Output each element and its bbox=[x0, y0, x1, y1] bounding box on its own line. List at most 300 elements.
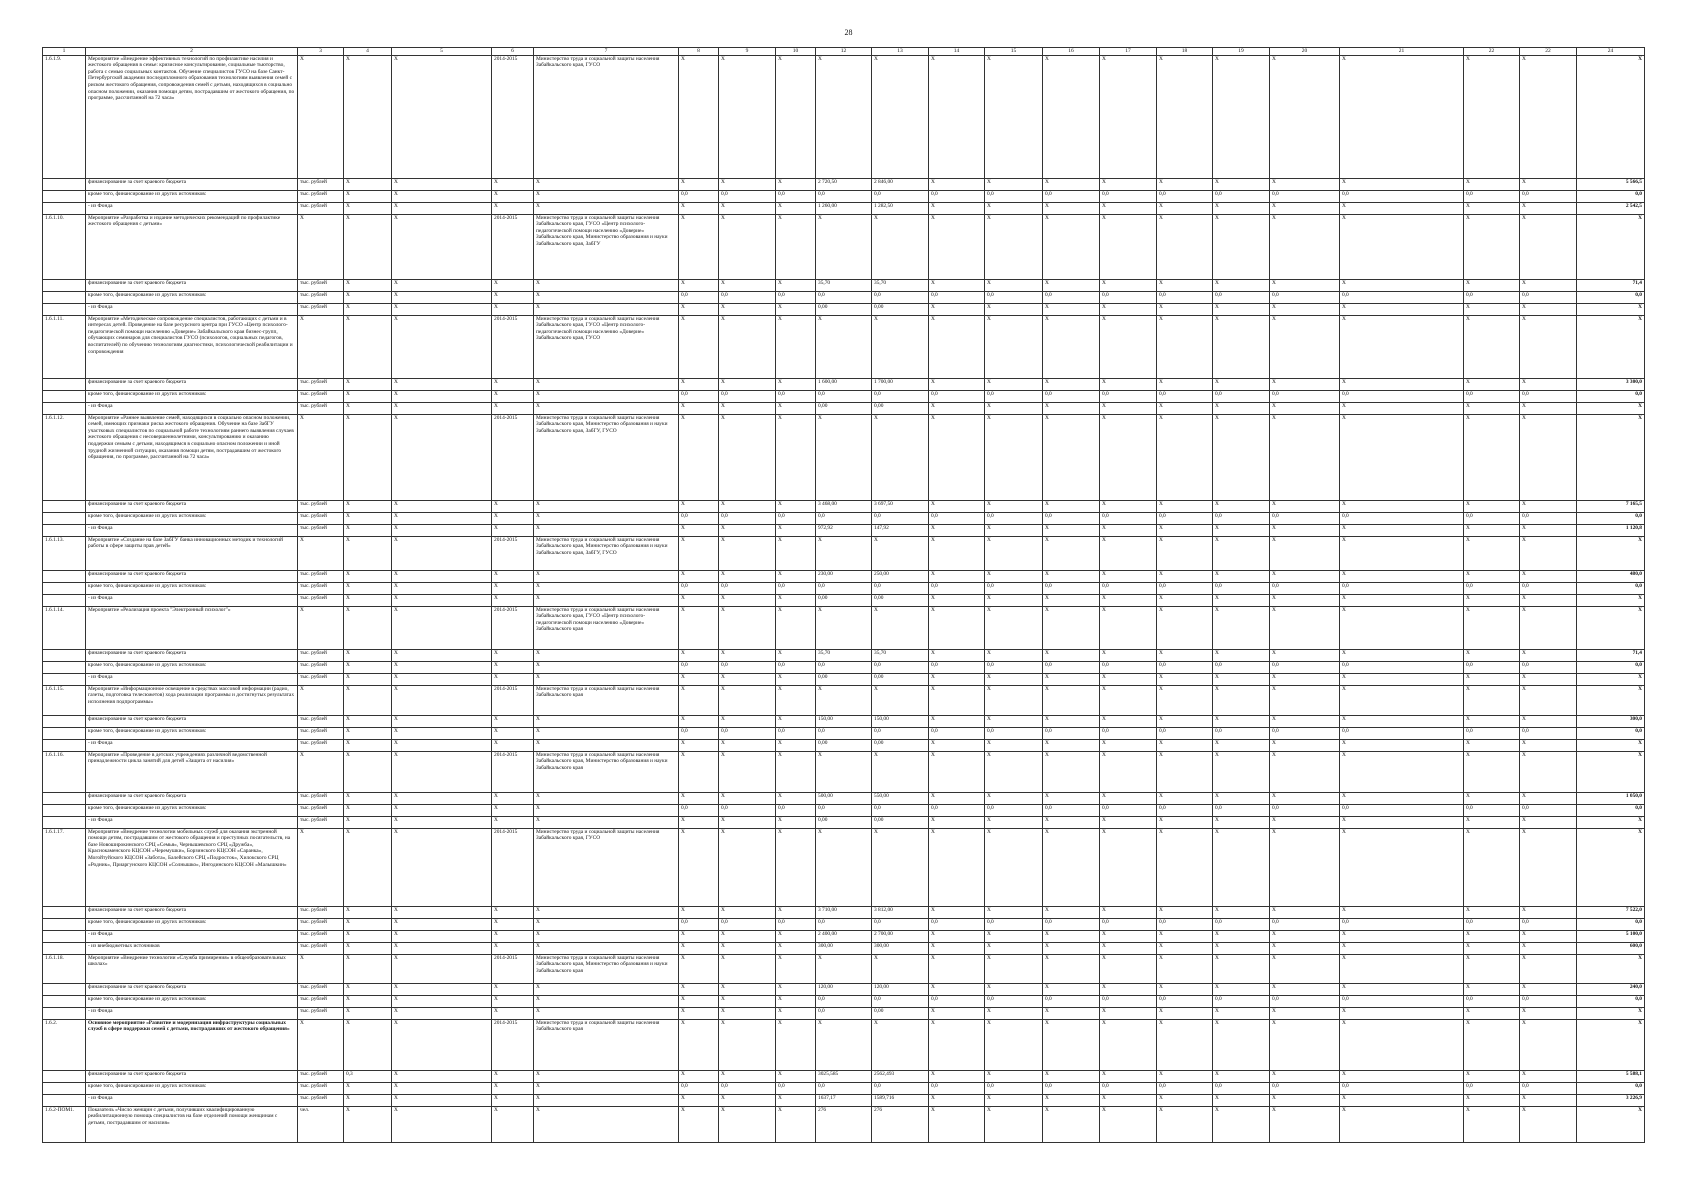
executor-cell: X bbox=[534, 906, 679, 918]
table-cell: 0,0 bbox=[1340, 918, 1464, 930]
table-cell: X bbox=[1464, 55, 1520, 178]
table-cell: X bbox=[776, 594, 816, 606]
unit-cell: тыс. рублей bbox=[298, 661, 344, 673]
table-cell: 0,0 bbox=[1043, 804, 1100, 816]
table-cell: X bbox=[1464, 279, 1520, 291]
table-cell: 0,0 bbox=[1520, 291, 1577, 303]
table-cell: X bbox=[1100, 214, 1157, 279]
period-cell: X bbox=[492, 291, 534, 303]
table-cell: X bbox=[344, 202, 392, 214]
table-cell: 0,0 bbox=[1043, 390, 1100, 402]
table-cell: X bbox=[1100, 1094, 1157, 1106]
total-cell: 3 226,9 bbox=[1577, 1094, 1645, 1106]
table-cell: X bbox=[679, 55, 719, 178]
table-cell: 0,0 bbox=[776, 582, 816, 594]
table-cell: X bbox=[985, 202, 1043, 214]
table-cell: X bbox=[1340, 55, 1464, 178]
table-cell: X bbox=[679, 673, 719, 685]
total-cell: 0,0 bbox=[1577, 291, 1645, 303]
table-cell: X bbox=[985, 594, 1043, 606]
table-cell: X bbox=[1520, 402, 1577, 414]
table-cell: X bbox=[1213, 954, 1270, 983]
table-cell: X bbox=[1340, 649, 1464, 661]
table-cell: X bbox=[1213, 402, 1270, 414]
table-cell: X bbox=[679, 751, 719, 792]
executor-cell: Министерство труда и социальной защиты населения Забайкальского края, ГУСО bbox=[534, 828, 679, 906]
financing-source: - из Фонда bbox=[86, 303, 298, 315]
table-cell: X bbox=[1270, 673, 1340, 685]
table-cell: X bbox=[985, 685, 1043, 715]
table-cell: X bbox=[1340, 906, 1464, 918]
item-number bbox=[43, 1082, 86, 1094]
table-cell: X bbox=[1157, 673, 1213, 685]
table-cell: X bbox=[392, 649, 492, 661]
table-cell: 35,70 bbox=[872, 279, 929, 291]
table-cell: X bbox=[1100, 202, 1157, 214]
table-cell: 0,0 bbox=[1213, 390, 1270, 402]
financing-source: финансирование за счет краевого бюджета bbox=[86, 570, 298, 582]
period-cell: X bbox=[492, 1106, 534, 1142]
table-cell: 0,0 bbox=[1100, 512, 1157, 524]
unit-cell: тыс. рублей bbox=[298, 303, 344, 315]
measure-row bbox=[43, 828, 1645, 906]
table-cell: 0,0 bbox=[1157, 390, 1213, 402]
table-cell: X bbox=[344, 930, 392, 942]
table-cell: 0,0 bbox=[719, 190, 776, 202]
table-cell: X bbox=[1520, 214, 1577, 279]
table-cell: 300,00 bbox=[816, 942, 872, 954]
table-cell: X bbox=[1340, 1070, 1464, 1082]
item-number bbox=[43, 673, 86, 685]
item-number bbox=[43, 661, 86, 673]
table-cell: X bbox=[392, 1019, 492, 1070]
table-cell: 0,0 bbox=[872, 390, 929, 402]
table-cell: 0,0 bbox=[1464, 512, 1520, 524]
table-cell: 0,0 bbox=[985, 291, 1043, 303]
table-cell: X bbox=[985, 649, 1043, 661]
table-cell: X bbox=[929, 55, 985, 178]
measure-row bbox=[43, 954, 1645, 983]
table-cell: 0,0 bbox=[1157, 582, 1213, 594]
measure-name: Мероприятие «Информационное освещение в средствах массовой информации (радио, газеты, подготовка телесюжетов) хода реализации программы и достигнутых результатах исполнения подпрограммы» bbox=[86, 685, 298, 715]
executor-cell: X bbox=[534, 378, 679, 390]
table-cell: X bbox=[1100, 685, 1157, 715]
table-cell: X bbox=[1043, 303, 1100, 315]
table-cell: X bbox=[776, 1007, 816, 1019]
table-cell: 0,0 bbox=[1464, 995, 1520, 1007]
table-cell: X bbox=[679, 303, 719, 315]
table-cell: X bbox=[1100, 715, 1157, 727]
table-cell: X bbox=[1520, 715, 1577, 727]
table-cell: 0,0 bbox=[872, 918, 929, 930]
table-cell: X bbox=[344, 661, 392, 673]
table-cell: X bbox=[1270, 414, 1340, 500]
table-cell: X bbox=[985, 906, 1043, 918]
table-cell: X bbox=[929, 906, 985, 918]
table-cell: 0,0 bbox=[1100, 661, 1157, 673]
table-cell: X bbox=[1340, 414, 1464, 500]
unit-cell: X bbox=[298, 685, 344, 715]
page-number: 28 bbox=[844, 28, 853, 37]
executor-cell: X bbox=[534, 512, 679, 524]
table-cell: X bbox=[344, 390, 392, 402]
unit-cell: X bbox=[298, 315, 344, 378]
unit-cell: тыс. рублей bbox=[298, 390, 344, 402]
table-cell: X bbox=[719, 715, 776, 727]
table-cell: X bbox=[1213, 715, 1270, 727]
table-cell: 0,0 bbox=[1100, 291, 1157, 303]
table-cell: X bbox=[679, 1070, 719, 1082]
table-cell: X bbox=[392, 1070, 492, 1082]
table-cell: X bbox=[392, 804, 492, 816]
financing-row bbox=[43, 673, 1645, 685]
total-cell: X bbox=[1577, 414, 1645, 500]
table-cell: X bbox=[392, 1106, 492, 1142]
table-cell: X bbox=[1043, 1007, 1100, 1019]
item-number: 1.6.1.10. bbox=[43, 214, 86, 279]
table-cell: X bbox=[1464, 315, 1520, 378]
table-cell: X bbox=[1043, 214, 1100, 279]
table-cell: X bbox=[392, 918, 492, 930]
executor-cell: X bbox=[534, 727, 679, 739]
measure-name: Мероприятие «Внедрение эффективных технологий по профилактике насилия и жестокого обращения в семье: кризисное консультирование, социальные тьюторство, работа с семью социальных контактов. Обучение специалистов ГУСО на базе Санкт-Петербургской академии последипломного образования технологиям выявления семей с риском жестокого обращения, сопровождения семей с детьми, находящихся в социально опасном положении, оказания помощи детям, пострадавшим от жестокого обращения, по программе, рассчитанной на 72 часа» bbox=[86, 55, 298, 178]
column-number: 10 bbox=[776, 48, 816, 56]
financing-row bbox=[43, 570, 1645, 582]
table-cell: X bbox=[1270, 930, 1340, 942]
table-cell: X bbox=[1100, 792, 1157, 804]
table-cell: 0,0 bbox=[679, 190, 719, 202]
table-cell: X bbox=[1270, 649, 1340, 661]
table-cell: 0,0 bbox=[1340, 661, 1464, 673]
table-cell: X bbox=[776, 524, 816, 536]
table-cell: X bbox=[1340, 828, 1464, 906]
unit-cell: тыс. рублей bbox=[298, 649, 344, 661]
unit-cell: тыс. рублей bbox=[298, 1094, 344, 1106]
table-cell: 0,0 bbox=[679, 1082, 719, 1094]
item-number: 1.6.1.11. bbox=[43, 315, 86, 378]
table-cell: X bbox=[1340, 1007, 1464, 1019]
table-cell: 276 bbox=[816, 1106, 872, 1142]
column-number: 12 bbox=[816, 48, 872, 56]
item-number bbox=[43, 524, 86, 536]
table-cell: 0,0 bbox=[872, 1082, 929, 1094]
table-cell: X bbox=[1157, 500, 1213, 512]
column-number: 21 bbox=[1340, 48, 1464, 56]
table-cell: X bbox=[1270, 1007, 1340, 1019]
item-number bbox=[43, 390, 86, 402]
table-cell: X bbox=[1270, 214, 1340, 279]
table-cell: 0,0 bbox=[929, 727, 985, 739]
financing-row bbox=[43, 402, 1645, 414]
table-cell: X bbox=[344, 291, 392, 303]
total-cell: 5 566,5 bbox=[1577, 178, 1645, 190]
table-cell: 0,0 bbox=[816, 512, 872, 524]
table-cell: X bbox=[1157, 594, 1213, 606]
table-cell: X bbox=[1100, 594, 1157, 606]
table-cell: 35,70 bbox=[872, 649, 929, 661]
table-cell: X bbox=[776, 685, 816, 715]
table-cell: X bbox=[1100, 954, 1157, 983]
executor-cell: Министерство труда и социальной защиты населения Забайкальского края, ГУСО «Центр психолого-педагогической помощи населению «Доверие» Забайкальского края bbox=[534, 606, 679, 649]
table-cell: X bbox=[392, 190, 492, 202]
table-cell: 0,0 bbox=[1213, 661, 1270, 673]
item-number bbox=[43, 792, 86, 804]
table-cell: X bbox=[1520, 594, 1577, 606]
table-cell: 0,0 bbox=[1213, 582, 1270, 594]
table-cell: X bbox=[1270, 942, 1340, 954]
table-cell: X bbox=[776, 673, 816, 685]
table-cell: 0,0 bbox=[1043, 1082, 1100, 1094]
table-cell: X bbox=[392, 816, 492, 828]
table-cell: X bbox=[1213, 1106, 1270, 1142]
table-cell: 0,0 bbox=[816, 1007, 872, 1019]
table-cell: X bbox=[1464, 178, 1520, 190]
table-cell: 0,0 bbox=[776, 512, 816, 524]
executor-cell: X bbox=[534, 500, 679, 512]
table-cell: X bbox=[776, 906, 816, 918]
table-cell: 0,0 bbox=[1464, 804, 1520, 816]
total-cell: 240,0 bbox=[1577, 983, 1645, 995]
table-cell: X bbox=[1340, 402, 1464, 414]
table-cell: X bbox=[392, 512, 492, 524]
period-cell: X bbox=[492, 1094, 534, 1106]
period-cell: X bbox=[492, 390, 534, 402]
executor-cell: Министерство труда и социальной защиты населения Забайкальского края, Министерство образования и науки Забайкальского края bbox=[534, 751, 679, 792]
table-cell: X bbox=[1100, 414, 1157, 500]
table-cell: X bbox=[929, 739, 985, 751]
financing-row bbox=[43, 291, 1645, 303]
executor-cell: X bbox=[534, 524, 679, 536]
table-cell: X bbox=[392, 390, 492, 402]
item-number: 1.6.2. bbox=[43, 1019, 86, 1070]
table-cell: X bbox=[985, 1070, 1043, 1082]
table-cell: X bbox=[985, 402, 1043, 414]
table-cell: 0,00 bbox=[816, 816, 872, 828]
table-cell: X bbox=[1270, 715, 1340, 727]
executor-cell: X bbox=[534, 983, 679, 995]
period-cell: X bbox=[492, 279, 534, 291]
table-cell: X bbox=[344, 828, 392, 906]
total-cell: 1 120,8 bbox=[1577, 524, 1645, 536]
item-number bbox=[43, 178, 86, 190]
table-cell: X bbox=[1100, 930, 1157, 942]
table-cell: X bbox=[1157, 315, 1213, 378]
total-cell: 0,0 bbox=[1577, 190, 1645, 202]
unit-cell: тыс. рублей bbox=[298, 500, 344, 512]
executor-cell: X bbox=[534, 570, 679, 582]
unit-cell: тыс. рублей bbox=[298, 594, 344, 606]
executor-cell: X bbox=[534, 995, 679, 1007]
measure-name: Мероприятие «Раннее выявление семей, находящихся в социально опасном положении, семей, имеющих признаки риска жестокого обращения. Обучение на базе ЗабГУ участковых специалистов по социальной работе технологиям раннего выявления случаев жестокого обращения с несовершеннолетними, консультированию и оказанию поддержки семьям с детьми, находящимся в социально опасном положении и иной трудной жизненной ситуации, оказания помощи детям, пострадавшим от жестокого обращения, по программе, рассчитанной на 72 часа» bbox=[86, 414, 298, 500]
table-cell: X bbox=[1464, 500, 1520, 512]
table-cell: X bbox=[679, 202, 719, 214]
table-cell: X bbox=[776, 1019, 816, 1070]
period-cell: 2014-2015 bbox=[492, 315, 534, 378]
unit-cell: X bbox=[298, 751, 344, 792]
table-cell: X bbox=[1464, 378, 1520, 390]
table-cell: X bbox=[344, 582, 392, 594]
table-cell: X bbox=[1043, 378, 1100, 390]
table-cell: 550,00 bbox=[872, 792, 929, 804]
table-cell: 0,0 bbox=[1100, 1082, 1157, 1094]
table-cell: X bbox=[985, 1094, 1043, 1106]
table-cell: X bbox=[392, 954, 492, 983]
measure-name: Основное мероприятие «Развитие и модернизация инфраструктуры социальных служб в сфере поддержки семей с детьми, пострадавших от жестокого обращения» bbox=[86, 1019, 298, 1070]
executor-cell: X bbox=[534, 390, 679, 402]
table-cell: 250,00 bbox=[872, 570, 929, 582]
table-cell: 0,0 bbox=[1340, 995, 1464, 1007]
financing-source: финансирование за счет краевого бюджета bbox=[86, 378, 298, 390]
table-cell: X bbox=[1043, 983, 1100, 995]
table-cell: X bbox=[1213, 414, 1270, 500]
financing-row bbox=[43, 727, 1645, 739]
table-cell: X bbox=[1157, 202, 1213, 214]
financing-source: финансирование за счет краевого бюджета bbox=[86, 649, 298, 661]
table-cell: X bbox=[776, 828, 816, 906]
table-cell: 0,0 bbox=[1340, 727, 1464, 739]
table-cell: X bbox=[929, 673, 985, 685]
table-cell: 1637,17 bbox=[816, 1094, 872, 1106]
table-cell: X bbox=[872, 55, 929, 178]
table-cell: X bbox=[1340, 739, 1464, 751]
financing-row bbox=[43, 930, 1645, 942]
item-number bbox=[43, 190, 86, 202]
table-cell: X bbox=[344, 524, 392, 536]
table-cell: X bbox=[929, 303, 985, 315]
table-cell: X bbox=[816, 315, 872, 378]
table-cell: X bbox=[1270, 954, 1340, 983]
table-cell: 120,00 bbox=[816, 983, 872, 995]
executor-cell: X bbox=[534, 816, 679, 828]
table-cell: X bbox=[929, 983, 985, 995]
table-cell: X bbox=[719, 303, 776, 315]
unit-cell: тыс. рублей bbox=[298, 804, 344, 816]
table-cell: X bbox=[985, 816, 1043, 828]
table-cell: 3 697,50 bbox=[872, 500, 929, 512]
table-cell: X bbox=[776, 378, 816, 390]
table-cell: X bbox=[344, 739, 392, 751]
table-cell: X bbox=[929, 816, 985, 828]
measure-name: Мероприятие «Методическое сопровождение специалистов, работающих с детьми и в интересах детей. Проведение на базе ресурсного центра при ГУСО «Центр психолого-педагогической помощи населению «Доверие» Забайкальского края бизнес-групп, обучающих семинаров для специалистов ГУСО (психологов, социальных педагогов, воспитателей) по обучению технологиям диагностики, психологической реабилитации и сопровождения bbox=[86, 315, 298, 378]
item-number: 1.6.1.18. bbox=[43, 954, 86, 983]
table-cell: 0,0 bbox=[1340, 291, 1464, 303]
table-cell: 0,0 bbox=[1270, 582, 1340, 594]
total-cell: 0,0 bbox=[1577, 1082, 1645, 1094]
table-cell: X bbox=[1043, 906, 1100, 918]
measure-row bbox=[43, 536, 1645, 570]
table-cell: X bbox=[1520, 1106, 1577, 1142]
table-cell: X bbox=[1340, 751, 1464, 792]
table-cell: X bbox=[776, 715, 816, 727]
period-cell: X bbox=[492, 1082, 534, 1094]
table-cell: X bbox=[985, 414, 1043, 500]
table-cell: X bbox=[985, 983, 1043, 995]
total-cell: 71,4 bbox=[1577, 649, 1645, 661]
table-cell: X bbox=[1520, 942, 1577, 954]
table-cell: X bbox=[1043, 279, 1100, 291]
table-cell: X bbox=[344, 1082, 392, 1094]
unit-cell: чел. bbox=[298, 1106, 344, 1142]
table-cell: X bbox=[985, 1007, 1043, 1019]
table-cell: X bbox=[816, 685, 872, 715]
table-cell: X bbox=[344, 55, 392, 178]
table-cell: X bbox=[816, 214, 872, 279]
table-cell: 0,0 bbox=[1270, 804, 1340, 816]
table-cell: X bbox=[1100, 1019, 1157, 1070]
table-cell: 0,0 bbox=[1213, 291, 1270, 303]
table-cell: X bbox=[719, 816, 776, 828]
table-cell: 300,00 bbox=[872, 942, 929, 954]
table-cell: X bbox=[985, 1106, 1043, 1142]
table-cell: X bbox=[1340, 279, 1464, 291]
table-cell: 0,0 bbox=[1157, 291, 1213, 303]
table-cell: 0,0 bbox=[776, 390, 816, 402]
table-cell: X bbox=[1270, 739, 1340, 751]
period-cell: X bbox=[492, 930, 534, 942]
table-cell: X bbox=[1464, 1094, 1520, 1106]
table-cell: X bbox=[392, 315, 492, 378]
table-cell: 0,0 bbox=[1213, 995, 1270, 1007]
financing-row bbox=[43, 792, 1645, 804]
table-cell: X bbox=[1100, 500, 1157, 512]
table-cell: X bbox=[1520, 178, 1577, 190]
table-cell: X bbox=[392, 524, 492, 536]
table-cell: X bbox=[776, 315, 816, 378]
table-cell: X bbox=[1100, 751, 1157, 792]
table-cell: X bbox=[1213, 649, 1270, 661]
table-cell: 0,0 bbox=[776, 804, 816, 816]
table-cell: X bbox=[1157, 906, 1213, 918]
financing-source: кроме того, финансирование из других источников: bbox=[86, 291, 298, 303]
table-cell: X bbox=[679, 995, 719, 1007]
table-cell: X bbox=[1340, 500, 1464, 512]
table-cell: X bbox=[929, 500, 985, 512]
executor-cell: X bbox=[534, 1082, 679, 1094]
table-cell: X bbox=[776, 1070, 816, 1082]
table-cell: X bbox=[985, 606, 1043, 649]
total-cell: 0,0 bbox=[1577, 661, 1645, 673]
table-cell: 0,0 bbox=[1520, 190, 1577, 202]
table-cell: X bbox=[392, 983, 492, 995]
table-cell: X bbox=[344, 983, 392, 995]
table-cell: X bbox=[776, 995, 816, 1007]
column-number: 1 bbox=[43, 48, 86, 56]
table-cell: X bbox=[1043, 402, 1100, 414]
table-cell: X bbox=[679, 279, 719, 291]
table-cell: X bbox=[1520, 606, 1577, 649]
table-cell: X bbox=[719, 414, 776, 500]
table-cell: X bbox=[344, 315, 392, 378]
table-cell: X bbox=[1520, 315, 1577, 378]
measure-row bbox=[43, 315, 1645, 378]
table-cell: X bbox=[392, 402, 492, 414]
table-cell: X bbox=[776, 1094, 816, 1106]
table-cell: 0,0 bbox=[1100, 918, 1157, 930]
table-cell: X bbox=[1270, 202, 1340, 214]
table-cell: X bbox=[1157, 1007, 1213, 1019]
period-cell: X bbox=[492, 983, 534, 995]
measure-name: Мероприятие «Разработка и издание методических рекомендаций по профилактике жестокого обращения с детьми» bbox=[86, 214, 298, 279]
table-cell: X bbox=[719, 828, 776, 906]
table-cell: X bbox=[1213, 279, 1270, 291]
table-cell: 3 812,00 bbox=[872, 906, 929, 918]
table-cell: X bbox=[1043, 570, 1100, 582]
table-cell: X bbox=[929, 214, 985, 279]
table-cell: 0,0 bbox=[1520, 804, 1577, 816]
table-cell: X bbox=[1100, 942, 1157, 954]
period-cell: X bbox=[492, 303, 534, 315]
table-cell: 0,0 bbox=[1464, 918, 1520, 930]
